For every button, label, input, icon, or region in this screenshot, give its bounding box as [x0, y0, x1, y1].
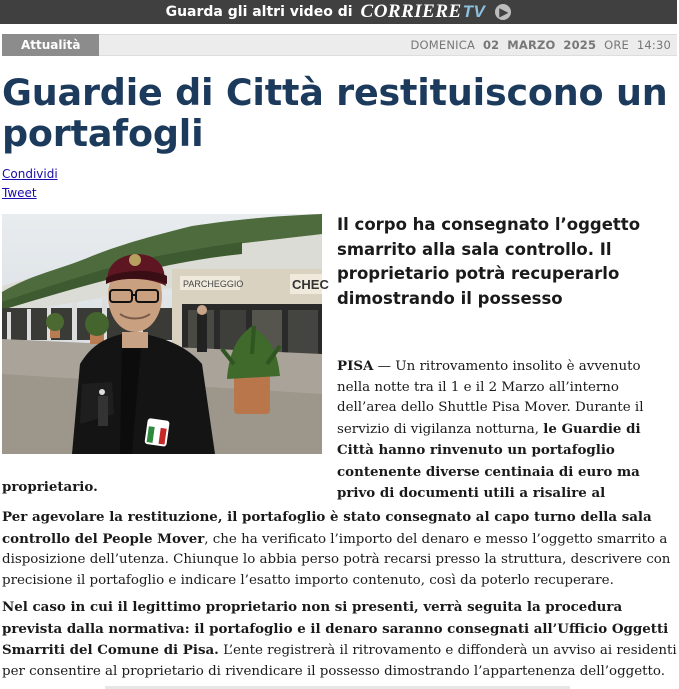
chevron-right-icon[interactable]: ▶ — [495, 4, 511, 20]
dateline-city: PISA — [337, 358, 374, 374]
article-title: Guardie di Città restituiscono un portafogli — [2, 71, 668, 155]
brand-name: CORRIERE — [360, 1, 462, 22]
day-number: 02 — [482, 38, 500, 52]
paragraph-3-text: L’ente registrerà il ritrovamento e diffonderà un avviso ai residenti per consentire al proprietario di rivendicare il possesso dimostrando l’appartenenza dell’oggetto. — [2, 643, 677, 679]
ore-label: ORE — [604, 38, 629, 52]
corriere-tv-logo — [361, 1, 486, 23]
section-tag[interactable]: Attualità — [2, 34, 99, 56]
video-banner-text: Guarda gli altri video di — [165, 4, 353, 20]
month: MARZO — [507, 38, 556, 52]
photo-sign-parking: PARCHEGGIO — [183, 279, 244, 289]
tweet-link[interactable]: Tweet — [2, 186, 37, 200]
photo-sign-check: CHEC — [292, 277, 329, 292]
article-photo — [2, 214, 329, 454]
day-name: DOMENICA — [410, 38, 476, 52]
paragraph-3-bold: Nel caso in cui il legittimo proprietario non si presenti, verrà seguita la procedura prevista dalla normativa: il portafoglio e il denaro saranno consegnati all’Ufficio Oggetti Smarriti del Comune di Pisa. — [2, 599, 669, 658]
publish-datetime — [406, 38, 671, 52]
paragraph-1-end: proprietario. — [2, 479, 98, 495]
section-bar — [2, 34, 677, 56]
brand-suffix: TV — [462, 2, 486, 21]
year: 2025 — [563, 38, 597, 52]
article-paragraph-3 — [2, 597, 677, 682]
article-subtitle: Il corpo ha consegnato l’oggetto smarrito alla sala controllo. Il proprietario potrà recuperarlo dimostrando il possesso — [337, 215, 641, 308]
paragraph-2-text: , che ha verificato l’importo del denaro e messo l’oggetto smarrito a disposizione dell’utenza. Chiunque lo abbia perso potrà recarsi presso la struttura, descrivere con precisione il portafoglio e indicare l’esatto importo contenuto, così da poterlo recuperare. — [2, 531, 671, 588]
paragraph-2-bold: Per agevolare la restituzione, il portafoglio è stato consegnato al capo turno della sala controllo del People Mover — [2, 509, 652, 547]
time: 14:30 — [636, 38, 671, 52]
share-link[interactable]: Condividi — [2, 167, 58, 181]
paragraph-1-intro: — Un ritrovamento insolito è avvenuto nella notte tra il 1 e il 2 Marzo all’interno dell’area dello Shuttle Pisa Mover. Durante il servizio di vigilanza notturna, — [337, 359, 644, 437]
article-paragraph-2 — [2, 507, 677, 591]
paragraph-1-bold: le Guardie di Città hanno rinvenuto un portafoglio contenente diverse centinaia di euro ma privo di documenti utili a risalire al — [337, 420, 641, 501]
video-banner[interactable] — [0, 0, 677, 24]
